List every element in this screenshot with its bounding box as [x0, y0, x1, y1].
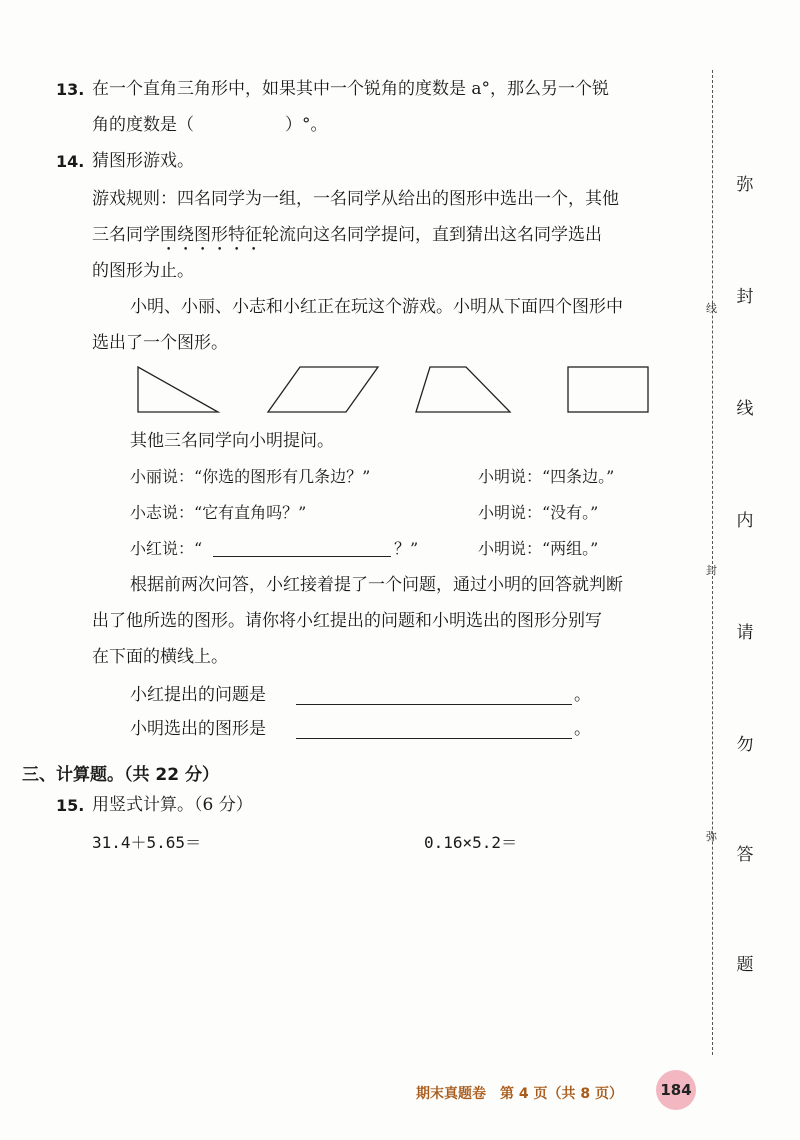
- xiaohong-question-prefix: 小红说：“: [130, 539, 203, 558]
- answer-question-label: 小红提出的问题是: [130, 685, 266, 705]
- trapezoid-shape: [416, 367, 510, 412]
- parallelogram-shape: [268, 367, 378, 412]
- sidebar-char-6: 勿: [736, 735, 754, 755]
- sidebar-char-2: 封: [736, 287, 754, 307]
- sidebar-char-8: 题: [736, 955, 754, 975]
- sidebar-char-7: 答: [736, 845, 754, 865]
- emphasized-phrase: 围绕图形特征: [160, 225, 262, 245]
- conclusion-line2: 出了他所选的图形。请你将小红提出的问题和小明选出的图形分别写: [92, 611, 602, 631]
- game-rules-line3: 的图形为止。: [92, 261, 194, 281]
- question-14-number: 14.: [56, 152, 85, 171]
- right-triangle-shape: [138, 367, 218, 412]
- sidebar-char-3: 线: [736, 399, 754, 419]
- conclusion-line1: 根据前两次问答，小红接着提了一个问题，通过小明的回答就判断: [130, 575, 623, 595]
- xiaoli-question: 小丽说：“你选的图形有几条边？”: [130, 467, 371, 486]
- question-13-line1: 在一个直角三角形中，如果其中一个锐角的度数是 a°，那么另一个锐: [92, 79, 610, 99]
- answer-shape-blank[interactable]: [296, 738, 572, 739]
- sidebar-char-4: 内: [736, 511, 754, 531]
- sidebar-char-1: 弥: [736, 175, 754, 195]
- question-14-title: 猜图形游戏。: [92, 151, 194, 171]
- expression-addition: 31.4＋5.65＝: [92, 833, 202, 852]
- xiaozhi-question: 小志说：“它有直角吗？”: [130, 503, 307, 522]
- game-rules-line1: 游戏规则：四名同学为一组，一名同学从给出的图形中选出一个，其他: [92, 189, 619, 209]
- binding-mark-mi: 弥: [706, 830, 717, 843]
- rectangle-shape: [568, 367, 648, 412]
- question-15-number: 15.: [56, 796, 85, 815]
- question-15-title: 用竖式计算。（6 分）: [92, 795, 253, 815]
- answer-shape-label: 小明选出的图形是: [130, 719, 266, 739]
- xiaoming-answer-2: 小明说：“没有。”: [478, 503, 599, 522]
- footer-text: 期末真题卷 第 4 页（共 8 页）: [416, 1086, 623, 1102]
- binding-mark-feng: 封: [706, 564, 717, 577]
- intro-line1: 小明、小丽、小志和小红正在玩这个游戏。小明从下面四个图形中: [130, 297, 623, 317]
- section-3-title: 三、计算题。（共 22 分）: [22, 765, 219, 785]
- shapes-figure: [130, 360, 670, 420]
- conclusion-line3: 在下面的横线上。: [92, 647, 228, 667]
- xiaohong-question-suffix: ？”: [394, 539, 419, 558]
- xiaoming-answer-1: 小明说：“四条边。”: [478, 467, 615, 486]
- answer-question-period: 。: [574, 685, 591, 705]
- answer-shape-period: 。: [574, 719, 591, 739]
- sidebar-char-5: 请: [736, 623, 754, 643]
- xiaohong-question-blank[interactable]: [213, 556, 391, 557]
- question-13-line2-suffix: ）°。: [285, 115, 328, 135]
- game-rules-line2: 三名同学围绕图形特征轮流向这名同学提问，直到猜出这名同学选出: [92, 225, 602, 245]
- binding-mark-xian: 线: [706, 302, 717, 315]
- page-number-badge: 184: [656, 1070, 696, 1110]
- expression-multiplication: 0.16×5.2＝: [424, 833, 518, 852]
- others-ask-text: 其他三名同学向小明提问。: [130, 431, 334, 451]
- answer-question-blank[interactable]: [296, 704, 572, 705]
- question-13-line2-prefix: 角的度数是（: [92, 115, 194, 135]
- question-13-number: 13.: [56, 80, 85, 99]
- xiaoming-answer-3: 小明说：“两组。”: [478, 539, 599, 558]
- intro-line2: 选出了一个图形。: [92, 333, 228, 353]
